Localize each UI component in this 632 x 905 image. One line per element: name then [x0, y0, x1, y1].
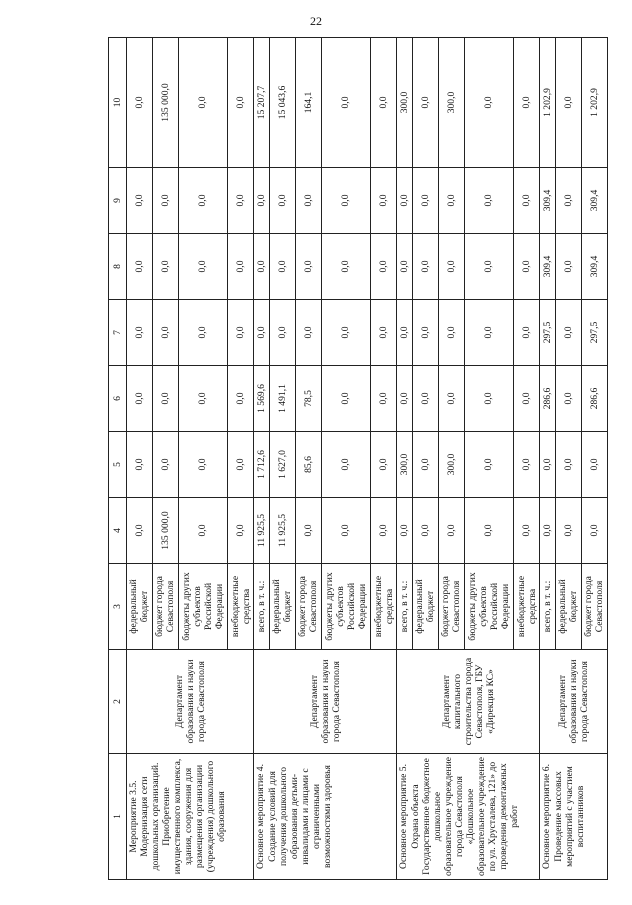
- value-cell: 0,0: [295, 498, 321, 564]
- value-cell: 0,0: [178, 432, 227, 498]
- value-cell: 0,0: [413, 300, 439, 366]
- table-row: [254, 38, 270, 880]
- value-cell: 0,0: [127, 168, 153, 234]
- budget-table: [108, 37, 608, 880]
- value-cell: 135 000,0: [152, 38, 178, 168]
- col-header: 3: [109, 564, 127, 650]
- value-cell: 0,0: [295, 234, 321, 300]
- source-cell: всего, в т. ч.:: [397, 564, 413, 650]
- value-cell: 0,0: [413, 432, 439, 498]
- value-cell: 0,0: [127, 498, 153, 564]
- table-row: [397, 38, 413, 880]
- col-header: 6: [109, 366, 127, 432]
- value-cell: 0,0: [413, 168, 439, 234]
- value-cell: 0,0: [152, 366, 178, 432]
- value-cell: 0,0: [321, 234, 370, 300]
- value-cell: 0,0: [513, 366, 540, 432]
- col-header: 8: [109, 234, 127, 300]
- value-cell: 0,0: [227, 366, 254, 432]
- value-cell: 0,0: [464, 432, 513, 498]
- value-cell: 0,0: [556, 498, 582, 564]
- value-cell: 135 000,0: [152, 498, 178, 564]
- value-cell: 0,0: [152, 432, 178, 498]
- value-cell: 0,0: [370, 366, 397, 432]
- value-cell: 0,0: [556, 300, 582, 366]
- value-cell: 0,0: [370, 168, 397, 234]
- table-row: [127, 38, 153, 880]
- value-cell: 0,0: [556, 38, 582, 168]
- value-cell: 164,1: [295, 38, 321, 168]
- value-cell: 1 202,9: [581, 38, 607, 168]
- value-cell: 0,0: [152, 300, 178, 366]
- value-cell: 309,4: [540, 234, 556, 300]
- value-cell: 0,0: [581, 432, 607, 498]
- value-cell: 300,0: [438, 38, 464, 168]
- value-cell: 297,5: [581, 300, 607, 366]
- source-cell: внебюджетные средства: [227, 564, 254, 650]
- value-cell: 0,0: [413, 366, 439, 432]
- value-cell: 0,0: [152, 168, 178, 234]
- value-cell: 0,0: [556, 366, 582, 432]
- value-cell: 1 712,6: [254, 432, 270, 498]
- value-cell: 0,0: [321, 38, 370, 168]
- value-cell: 0,0: [397, 498, 413, 564]
- source-cell: бюджеты других субъектов Российской Федерации: [464, 564, 513, 650]
- rotated-table-wrapper: [108, 38, 608, 880]
- value-cell: 1 569,6: [254, 366, 270, 432]
- header-row: [109, 38, 127, 880]
- source-cell: федеральный бюджет: [413, 564, 439, 650]
- value-cell: 85,6: [295, 432, 321, 498]
- source-cell: внебюджетные средства: [370, 564, 397, 650]
- value-cell: 0,0: [556, 168, 582, 234]
- value-cell: 0,0: [127, 366, 153, 432]
- source-cell: всего, в т. ч.:: [254, 564, 270, 650]
- source-cell: бюджеты других субъектов Российской Федерации: [321, 564, 370, 650]
- value-cell: 0,0: [227, 300, 254, 366]
- value-cell: 0,0: [178, 234, 227, 300]
- value-cell: 286,6: [581, 366, 607, 432]
- value-cell: 0,0: [438, 234, 464, 300]
- value-cell: 0,0: [152, 234, 178, 300]
- value-cell: 0,0: [397, 300, 413, 366]
- executor-cell: Департамент образования и науки города Севастополя: [254, 650, 397, 754]
- value-cell: 0,0: [295, 300, 321, 366]
- value-cell: 15 043,6: [270, 38, 296, 168]
- executor-cell: Департамент капитального строительства города Севастополя, ГБУ «Дирекция КС»: [397, 650, 540, 754]
- value-cell: 0,0: [178, 38, 227, 168]
- value-cell: 0,0: [397, 234, 413, 300]
- measure-cell: Основное мероприятие 5. Охрана объекта Государственное бюджетное дошкольное образовательное учреждение города Севастополя «Дошкольное образовательное учреждение по ул. Хрусталева, 121» до проведения демонтажных работ: [397, 754, 540, 880]
- value-cell: 300,0: [397, 432, 413, 498]
- value-cell: 0,0: [370, 38, 397, 168]
- value-cell: 300,0: [397, 38, 413, 168]
- executor-cell: Департамент образования и науки города Севастополя: [127, 650, 254, 754]
- value-cell: 11 925,5: [254, 498, 270, 564]
- col-header: 1: [109, 754, 127, 880]
- value-cell: 0,0: [127, 234, 153, 300]
- value-cell: 0,0: [540, 498, 556, 564]
- value-cell: 0,0: [127, 432, 153, 498]
- value-cell: 0,0: [270, 234, 296, 300]
- value-cell: 0,0: [321, 432, 370, 498]
- executor-cell: Департамент образования и науки города Севастополя: [540, 650, 608, 754]
- value-cell: 0,0: [370, 498, 397, 564]
- value-cell: 0,0: [321, 366, 370, 432]
- value-cell: 0,0: [464, 366, 513, 432]
- value-cell: 15 207,7: [254, 38, 270, 168]
- value-cell: 0,0: [556, 234, 582, 300]
- value-cell: 11 925,5: [270, 498, 296, 564]
- col-header: 7: [109, 300, 127, 366]
- value-cell: 0,0: [438, 498, 464, 564]
- value-cell: 0,0: [397, 366, 413, 432]
- measure-cell: Основное мероприятие 6. Проведение массовых мероприятий с участием воспитанников: [540, 754, 608, 880]
- source-cell: федеральный бюджет: [270, 564, 296, 650]
- value-cell: 0,0: [370, 234, 397, 300]
- col-header: 4: [109, 498, 127, 564]
- value-cell: 1 202,9: [540, 38, 556, 168]
- value-cell: 0,0: [254, 168, 270, 234]
- value-cell: 0,0: [127, 38, 153, 168]
- col-header: 9: [109, 168, 127, 234]
- value-cell: 0,0: [464, 300, 513, 366]
- value-cell: 0,0: [178, 366, 227, 432]
- rotated-page-content: [108, 38, 608, 880]
- value-cell: 297,5: [540, 300, 556, 366]
- value-cell: 0,0: [178, 498, 227, 564]
- value-cell: 0,0: [254, 234, 270, 300]
- source-cell: бюджет города Севастополя: [438, 564, 464, 650]
- value-cell: 309,4: [540, 168, 556, 234]
- value-cell: 0,0: [227, 38, 254, 168]
- value-cell: 0,0: [438, 168, 464, 234]
- source-cell: всего, в т. ч.:: [540, 564, 556, 650]
- value-cell: 0,0: [270, 300, 296, 366]
- value-cell: 0,0: [370, 432, 397, 498]
- source-cell: федеральный бюджет: [556, 564, 582, 650]
- value-cell: 286,6: [540, 366, 556, 432]
- value-cell: 0,0: [295, 168, 321, 234]
- source-cell: внебюджетные средства: [513, 564, 540, 650]
- value-cell: 1 627,0: [270, 432, 296, 498]
- value-cell: 1 491,1: [270, 366, 296, 432]
- value-cell: 0,0: [464, 38, 513, 168]
- table-row: [540, 38, 556, 880]
- value-cell: 0,0: [513, 168, 540, 234]
- source-cell: бюджеты других субъектов Российской Федерации: [178, 564, 227, 650]
- value-cell: 0,0: [227, 498, 254, 564]
- value-cell: 0,0: [413, 38, 439, 168]
- value-cell: 0,0: [270, 168, 296, 234]
- value-cell: 0,0: [438, 300, 464, 366]
- value-cell: 0,0: [321, 300, 370, 366]
- value-cell: 0,0: [178, 300, 227, 366]
- value-cell: 0,0: [513, 300, 540, 366]
- value-cell: 0,0: [513, 432, 540, 498]
- value-cell: 0,0: [321, 168, 370, 234]
- value-cell: 0,0: [513, 498, 540, 564]
- source-cell: бюджет города Севастополя: [581, 564, 607, 650]
- value-cell: 0,0: [556, 432, 582, 498]
- value-cell: 0,0: [227, 234, 254, 300]
- value-cell: 0,0: [178, 168, 227, 234]
- value-cell: 0,0: [413, 498, 439, 564]
- value-cell: 0,0: [227, 168, 254, 234]
- value-cell: 0,0: [513, 38, 540, 168]
- value-cell: 0,0: [464, 234, 513, 300]
- page-number: 22: [310, 14, 322, 28]
- value-cell: 0,0: [513, 234, 540, 300]
- source-cell: бюджет города Севастополя: [152, 564, 178, 650]
- value-cell: 78,5: [295, 366, 321, 432]
- value-cell: 309,4: [581, 168, 607, 234]
- value-cell: 0,0: [321, 498, 370, 564]
- value-cell: 0,0: [581, 498, 607, 564]
- source-cell: бюджет города Севастополя: [295, 564, 321, 650]
- value-cell: 0,0: [227, 432, 254, 498]
- measure-cell: Основное мероприятие 4. Создание условий для получения дошкольного образования детьми-инвалидами и лицами с ограниченными возможностями здоровья: [254, 754, 397, 880]
- value-cell: 309,4: [581, 234, 607, 300]
- value-cell: 0,0: [370, 300, 397, 366]
- col-header: 2: [109, 650, 127, 754]
- value-cell: 0,0: [413, 234, 439, 300]
- value-cell: 0,0: [464, 168, 513, 234]
- col-header: 5: [109, 432, 127, 498]
- value-cell: 300,0: [438, 432, 464, 498]
- value-cell: 0,0: [254, 300, 270, 366]
- value-cell: 0,0: [397, 168, 413, 234]
- value-cell: 0,0: [438, 366, 464, 432]
- value-cell: 0,0: [464, 498, 513, 564]
- source-cell: федеральный бюджет: [127, 564, 153, 650]
- value-cell: 0,0: [127, 300, 153, 366]
- value-cell: 0,0: [540, 432, 556, 498]
- col-header: 10: [109, 38, 127, 168]
- measure-cell: Мероприятие 3.5. Модернизация сети дошкольных организаций. Приобретение имущественного комплекса, здания, сооружения для размещения организации (учреждения) дошкольного образования: [127, 754, 254, 880]
